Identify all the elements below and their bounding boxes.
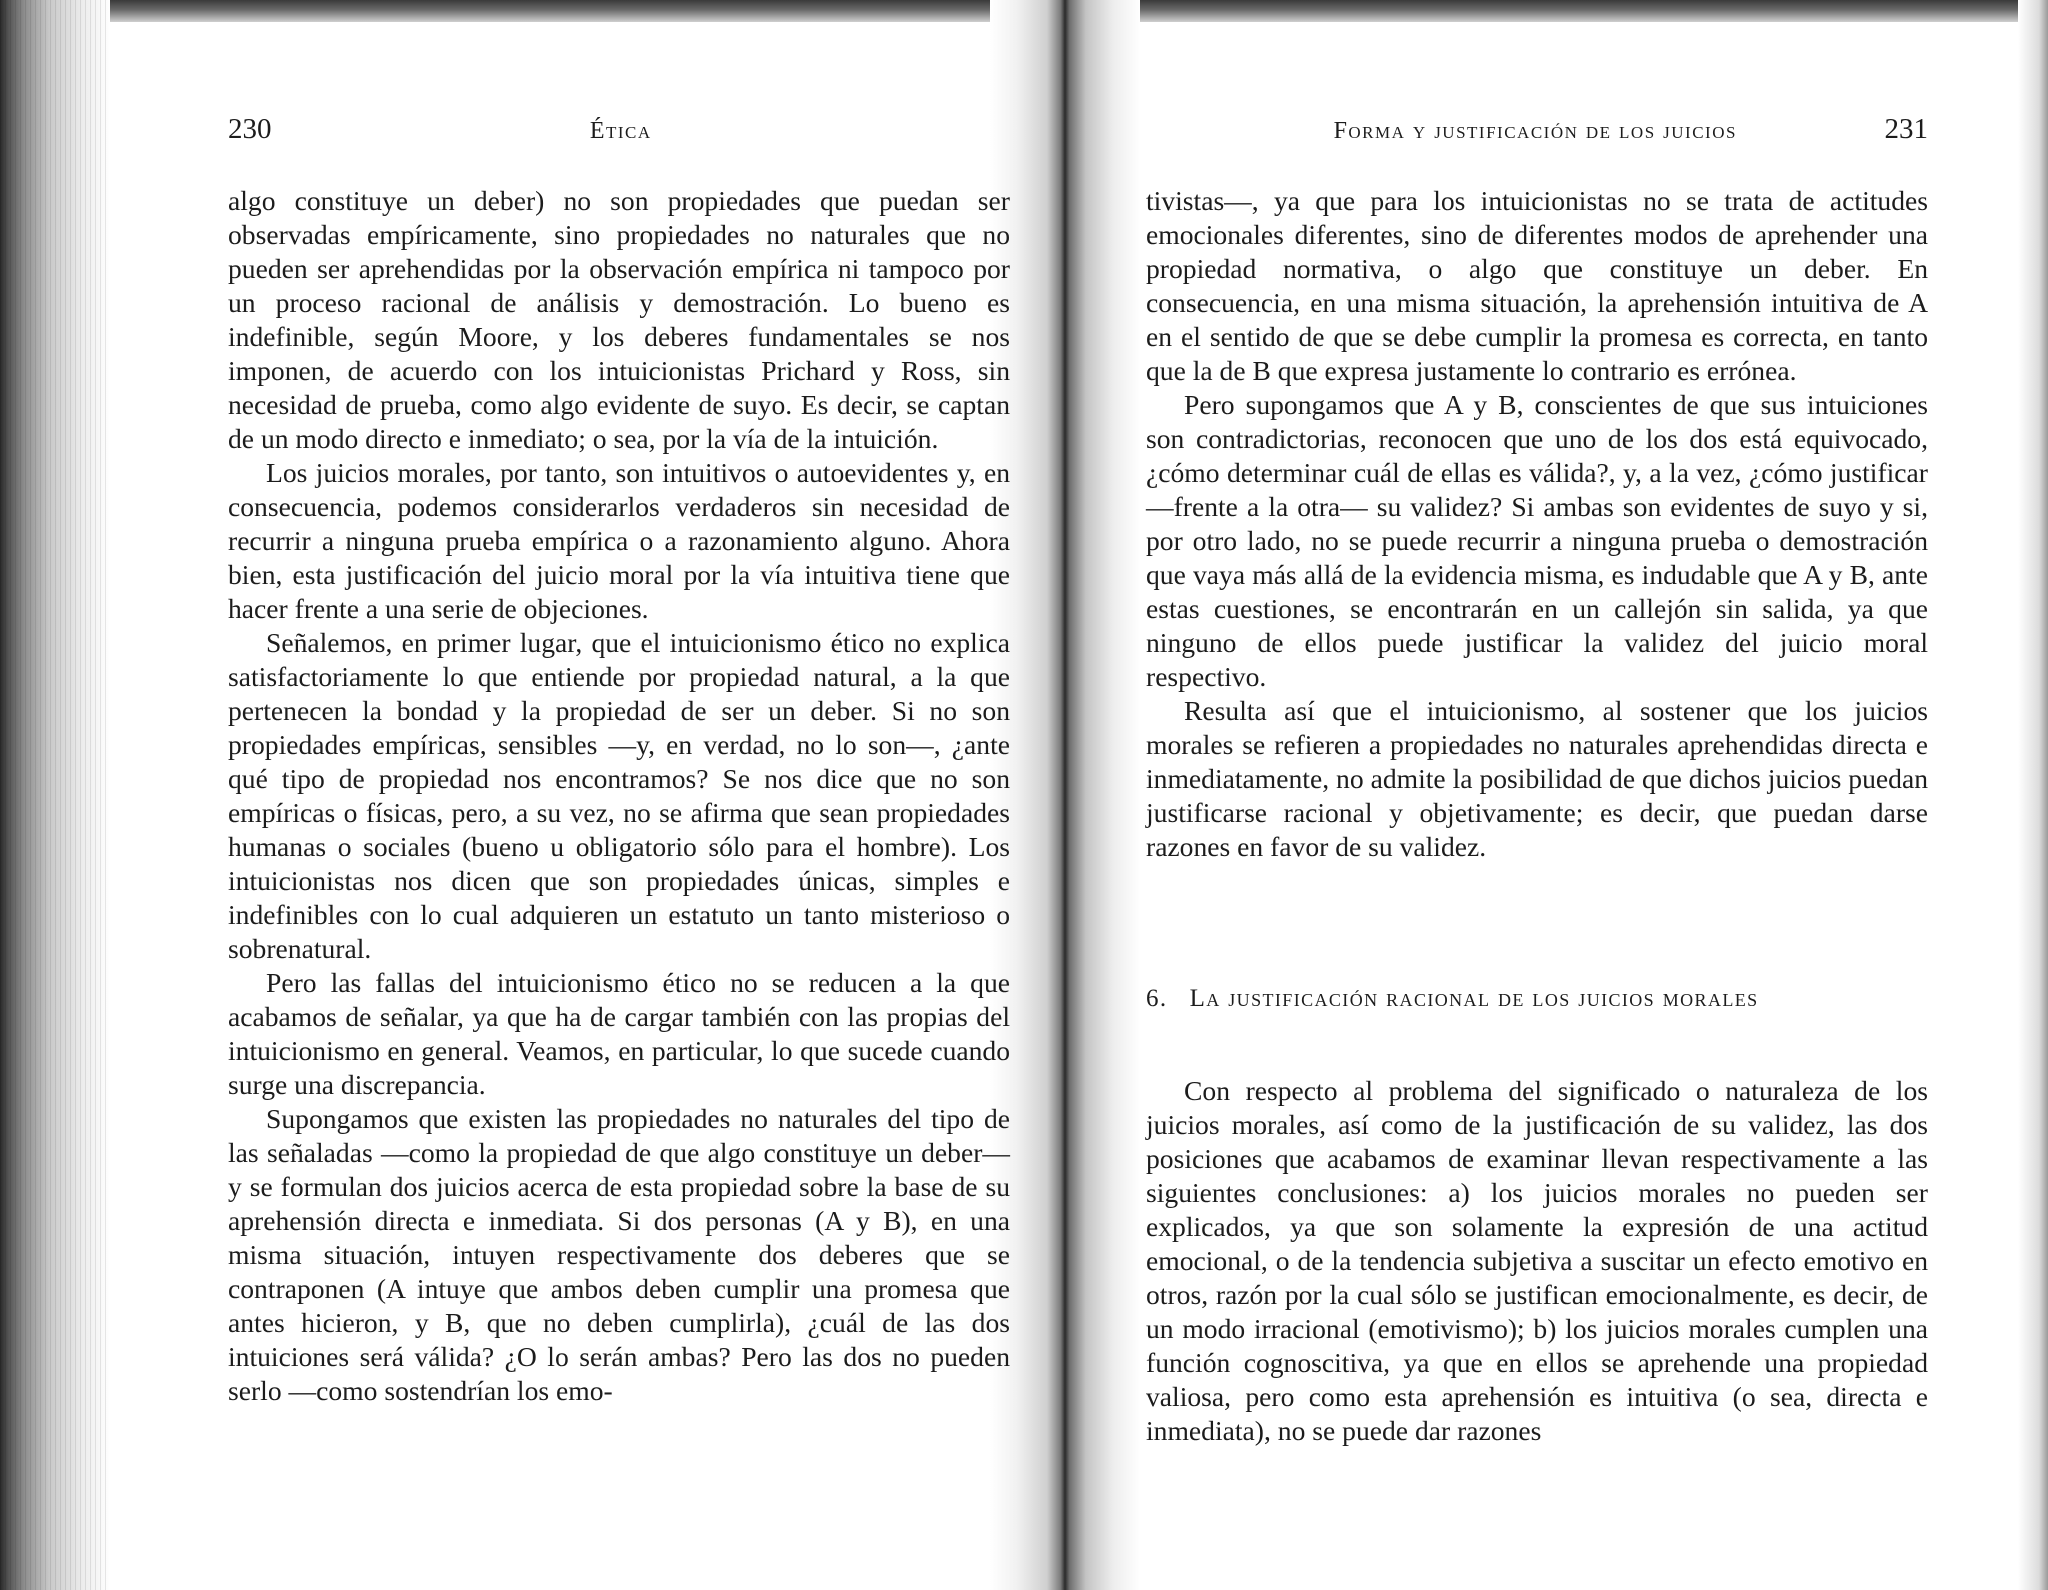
right-page xyxy=(1146,112,1928,1448)
left-paragraph-5: Supongamos que existen las propiedades no naturales del tipo de las señaladas —como la propiedad de que algo constituye un deber— y se formulan dos juicios acerca de esta propiedad sobre la base de su aprehensión directa e inmediata. Si dos personas (A y B), en una misma situación, intuyen respectivamente dos deberes que se contraponen (A intuye que ambos deben cumplir una promesa que antes hicieron, y B, que no deben cumplirla), ¿cuál de las dos intuiciones será válida? ¿O lo serán ambas? Pero las dos no pueden serlo —como sostendrían los emo- xyxy=(228,1103,1010,1406)
left-paragraph-3: Señalemos, en primer lugar, que el intuicionismo ético no explica satisfactoriamente lo que entiende por propiedad natural, a la que pertenecen la bondad y la propiedad de ser un deber. Si no son propiedades empíricas, sensibles —y, en verdad, no lo son—, ¿ante qué tipo de propiedad nos encontramos? Se nos dice que no son empíricas o físicas, pero, a su vez, no se afirma que sean propiedades humanas o sociales (bueno u obligatorio sólo para el hombre). Los intuicionistas nos dicen que son propiedades únicas, simples e indefinibles con lo cual adquieren un estatuto un tanto misterioso o sobrenatural. xyxy=(228,627,1010,964)
right-paragraph-2: Pero supongamos que A y B, conscientes de que sus intuiciones son contradictorias, reconocen que uno de los dos está equivocado, ¿cómo determinar cuál de ellas es válida?, y, a la vez, ¿cómo justificar —frente a la otra— su validez? Si ambas son evidentes de suyo y si, por otro lado, no se puede recurrir a ninguna prueba o demostración que vaya más allá de la evidencia misma, es indudable que A y B, ante estas cuestiones, se encontrarán en un callejón sin salida, ya que ninguno de ellos puede justificar la validez del juicio moral respectivo. xyxy=(1146,389,1928,692)
right-running-title: Forma y justificación de los juicios xyxy=(1333,118,1737,144)
right-paragraph-1: tivistas—, ya que para los intuicionistas no se trata de actitudes emocionales diferentes, sino de diferentes modos de aprehender una propiedad normativa, o algo que constituye un deber. En consecuencia, en una misma situación, la aprehensión intuitiva de A en el sentido de que se debe cumplir la promesa es correcta, en tanto que la de B que expresa justamente lo contrario es errónea. xyxy=(1146,185,1928,386)
left-paragraph-4: Pero las fallas del intuicionismo ético no se reducen a la que acabamos de señalar, ya que ha de cargar también con las propias del intuicionismo en general. Veamos, en particular, lo que sucede cuando surge una discrepancia. xyxy=(228,967,1010,1100)
left-page-edge-shadow xyxy=(0,0,110,1590)
left-paragraph-1: algo constituye un deber) no son propiedades que puedan ser observadas empíricamente, sino propiedades no naturales que no pueden ser aprehendidas por la observación empírica ni tampoco por un proceso racional de análisis y demostración. Lo bueno es indefinible, según Moore, y los deberes fundamentales se nos imponen, de acuerdo con los intuicionistas Prichard y Ross, sin necesidad de prueba, como algo evidente de suyo. Es decir, se captan de un modo directo e inmediato; o sea, por la vía de la intuición. xyxy=(228,185,1010,454)
section-heading xyxy=(1146,982,1928,1016)
left-paragraph-2: Los juicios morales, por tanto, son intuitivos o autoevidentes y, en consecuencia, podemos considerarlos verdaderos sin necesidad de recurrir a ninguna prueba empírica o a razonamiento alguno. Ahora bien, esta justificación del juicio moral por la vía intuitiva tiene que hacer frente a una serie de objeciones. xyxy=(228,457,1010,624)
book-gutter-shadow xyxy=(990,0,1140,1590)
section-title: La justificación racional de los juicios morales xyxy=(1189,985,1759,1012)
left-page-number: 230 xyxy=(228,113,272,145)
right-page-number: 231 xyxy=(1884,113,1928,145)
right-paragraph-3: Resulta así que el intuicionismo, al sostener que los juicios morales se refieren a propiedades no naturales aprehendidas directa e inmediatamente, no admite la posibilidad de que dichos juicios puedan justificarse racional y objetivamente; es decir, que puedan darse razones en favor de su validez. xyxy=(1146,695,1928,862)
right-page-edge-shadow xyxy=(2018,0,2048,1590)
left-page xyxy=(228,112,1010,1408)
section-paragraph-1: Con respecto al problema del significado o naturaleza de los juicios morales, así como de la justificación de su validez, las dos posiciones que acabamos de examinar llevan respectivamente a las siguientes conclusiones: a) los juicios morales no pueden ser explicados, ya que son solamente la expresión de una actitud emocional, o de la tendencia subjetiva a suscitar un efecto emotivo en otros, razón por la cual sólo se justifican emocionalmente, es decir, de un modo irracional (emotivismo); b) los juicios morales cumplen una función cognoscitiva, ya que en ellos se aprehende una propiedad valiosa, pero como esta aprehensión es intuitiva (o sea, directa e inmediata), no se puede dar razones xyxy=(1146,1075,1928,1446)
left-running-title: Ética xyxy=(589,118,652,144)
left-running-head xyxy=(228,112,1010,146)
section-number: 6. xyxy=(1146,985,1168,1012)
right-running-head xyxy=(1146,112,1928,146)
